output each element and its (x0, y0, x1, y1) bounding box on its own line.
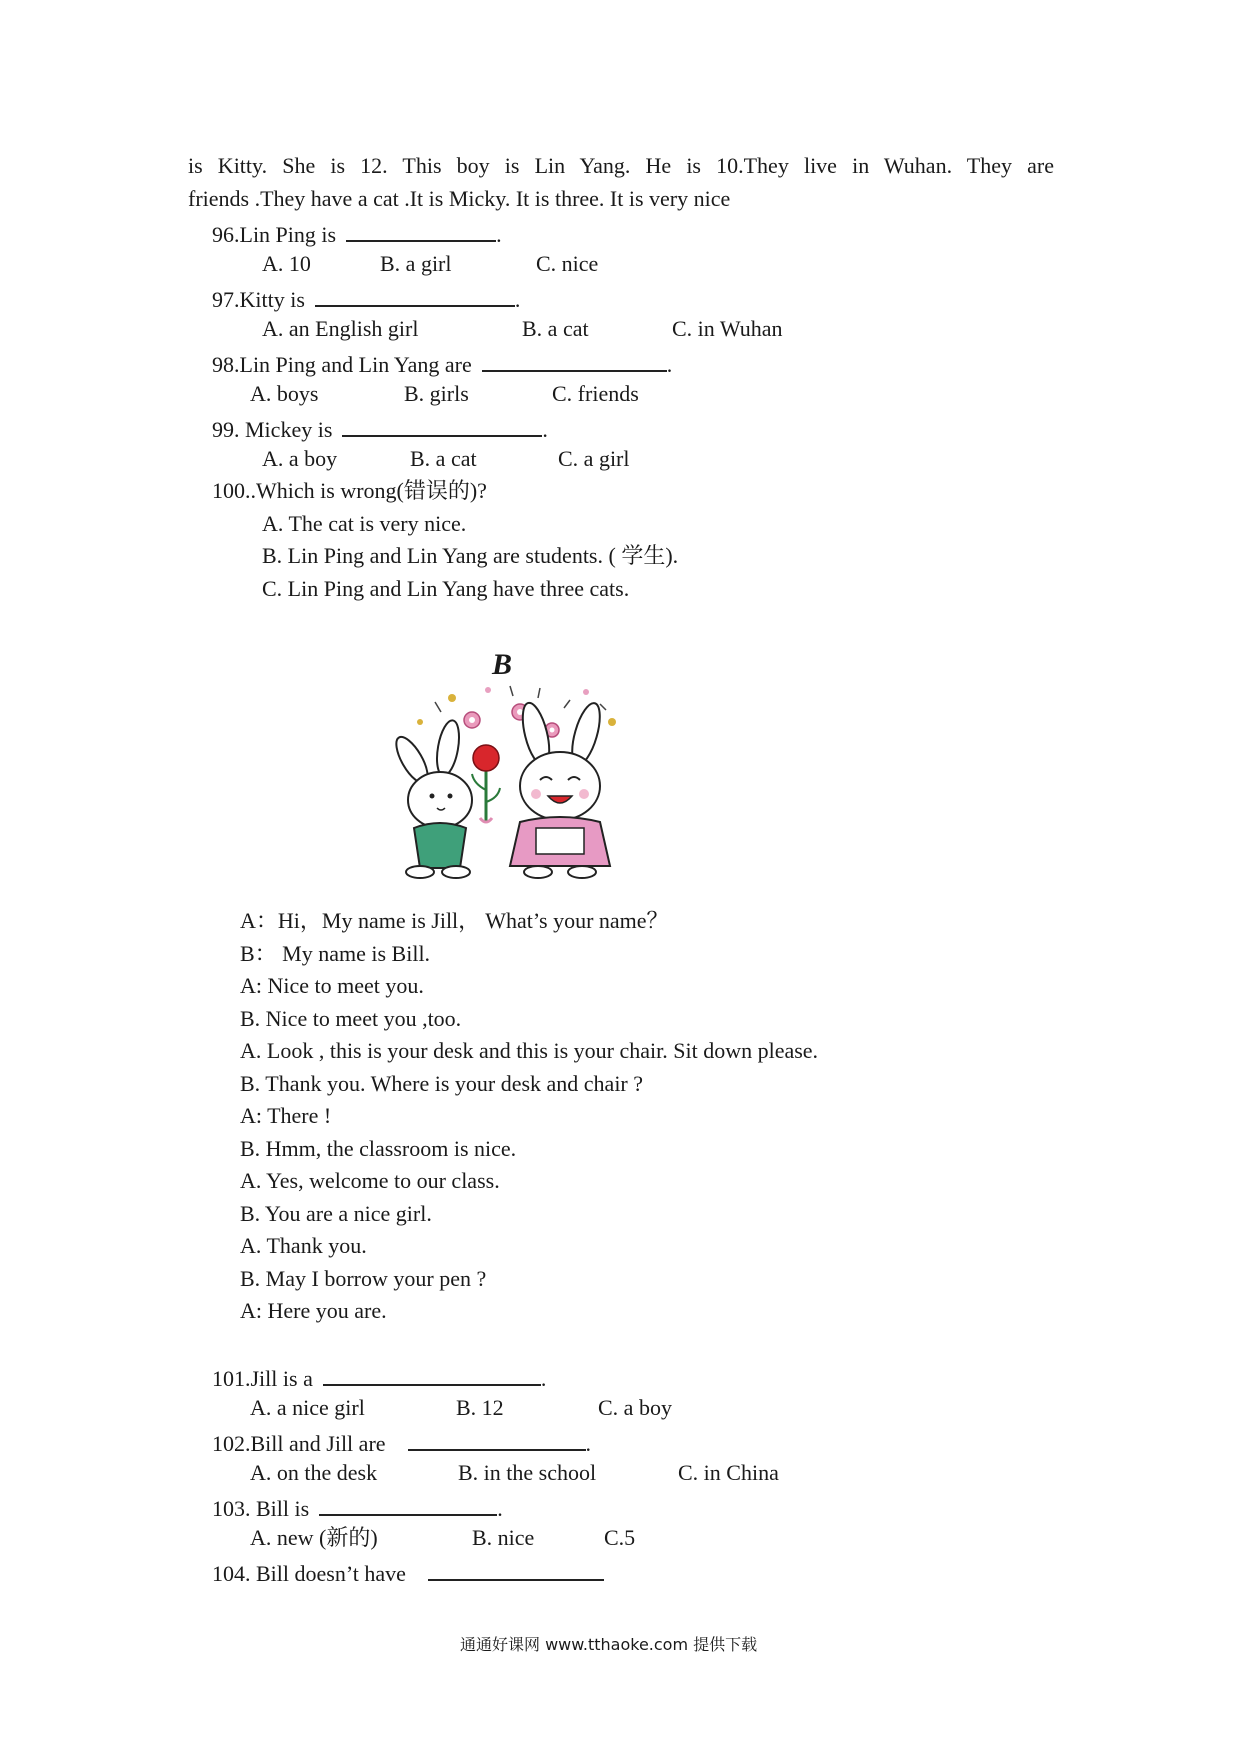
option-a: A. new (新的) (250, 1525, 378, 1550)
dialogue-line: B. Nice to meet you ,too. (240, 1006, 462, 1031)
dialogue-line: A：Hi，My name is Jill， What’s your name？ (240, 908, 669, 933)
boy-bunny-icon (390, 719, 472, 878)
answer-blank[interactable] (346, 216, 496, 242)
dialogue-line: A: There ! (240, 1103, 332, 1128)
option-c: C. a girl (558, 446, 630, 471)
option-c: C.5 (604, 1525, 636, 1550)
dialogue-line: B. You are a nice girl. (240, 1201, 432, 1226)
passage-line-2: friends .They have a cat .It is Micky. It is three. It is very nice (188, 186, 731, 211)
answer-blank[interactable] (408, 1425, 586, 1451)
option-c: C. a boy (598, 1395, 672, 1420)
section-title: B (492, 648, 513, 681)
dialogue-line: A. Thank you. (240, 1233, 367, 1258)
option-c: C. in Wuhan (672, 316, 783, 341)
question-100: 100..Which is wrong(错误的)? (212, 478, 487, 503)
option-c: C. Lin Ping and Lin Yang have three cats. (262, 576, 630, 601)
question-stem: 97.Kitty is (212, 287, 305, 312)
option-a: A. an English girl (262, 316, 419, 341)
answer-blank[interactable] (428, 1555, 604, 1581)
dialogue-line: B. Thank you. Where is your desk and chair ? (240, 1071, 644, 1096)
question-stem: 103. Bill is (212, 1496, 310, 1521)
option-b: B. 12 (456, 1395, 504, 1420)
carnation-icon (472, 745, 500, 822)
option-b: B. in the school (458, 1460, 597, 1485)
question-103: 103. Bill is . (212, 1490, 503, 1524)
option-b: B. a cat (522, 316, 589, 341)
passage-line-1: is Kitty. She is 12. This boy is Lin Yang. He is 10.They live in Wuhan. They are (188, 153, 1054, 178)
footer-credit: 通通好课网 www.tthaoke.com 提供下载 (460, 1635, 758, 1654)
option-a: A. a nice girl (250, 1395, 365, 1420)
question-stem: 98.Lin Ping and Lin Yang are (212, 352, 472, 377)
question-stem: 104. Bill doesn’t have (212, 1561, 406, 1586)
option-b: B. girls (404, 381, 469, 406)
option-b: B. Lin Ping and Lin Yang are students. ( 学生). (262, 543, 679, 568)
dialogue-line: A. Yes, welcome to our class. (240, 1168, 500, 1193)
question-104 (212, 1555, 604, 1589)
option-b: B. a cat (410, 446, 477, 471)
option-a: A. 10 (262, 251, 311, 276)
answer-blank[interactable] (323, 1360, 541, 1386)
dialogue-line: A: Nice to meet you. (240, 973, 424, 998)
option-a: A. boys (250, 381, 319, 406)
question-stem: 102.Bill and Jill are (212, 1431, 386, 1456)
option-b: B. a girl (380, 251, 452, 276)
question-96: 96.Lin Ping is . (212, 216, 502, 250)
dialogue-line: A: Here you are. (240, 1298, 387, 1323)
answer-blank[interactable] (315, 281, 515, 307)
option-b: B. nice (472, 1525, 535, 1550)
girl-bunny-icon (510, 700, 610, 878)
question-98: 98.Lin Ping and Lin Yang are . (212, 346, 672, 380)
question-97: 97.Kitty is . (212, 281, 520, 315)
option-a: A. a boy (262, 446, 338, 471)
dialogue-line: B. Hmm, the classroom is nice. (240, 1136, 517, 1161)
question-stem: 96.Lin Ping is (212, 222, 337, 247)
answer-blank[interactable] (319, 1490, 497, 1516)
option-c: C. friends (552, 381, 639, 406)
question-99: 99. Mickey is . (212, 411, 548, 445)
option-a: A. on the desk (250, 1460, 378, 1485)
bunnies-illustration (390, 682, 642, 882)
question-stem: 99. Mickey is (212, 417, 333, 442)
dialogue-line: B： My name is Bill. (240, 941, 431, 966)
answer-blank[interactable] (342, 411, 542, 437)
question-stem: 101.Jill is a (212, 1366, 313, 1391)
option-a: A. The cat is very nice. (262, 511, 467, 536)
answer-blank[interactable] (482, 346, 667, 372)
dialogue-line: B. May I borrow your pen ? (240, 1266, 487, 1291)
option-c: C. in China (678, 1460, 779, 1485)
question-102: 102.Bill and Jill are . (212, 1425, 591, 1459)
question-101: 101.Jill is a . (212, 1360, 546, 1394)
dialogue-line: A. Look , this is your desk and this is your chair. Sit down please. (240, 1038, 819, 1063)
option-c: C. nice (536, 251, 599, 276)
